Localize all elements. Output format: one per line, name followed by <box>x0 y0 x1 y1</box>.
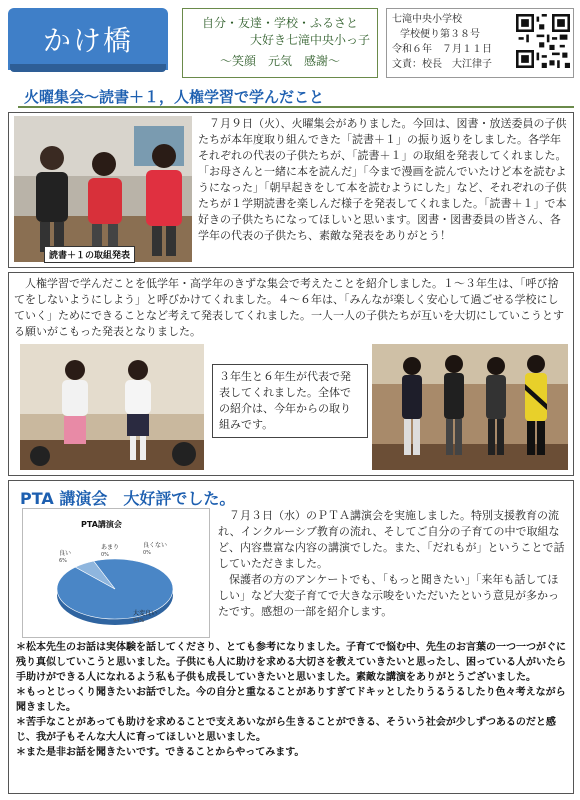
comment-item: ＊もっとじっくり聞きたいお話でした。今の自分と重なることがありすぎてドキッとしたりうるうるしたり色々考えながら聞きました。 <box>16 687 566 713</box>
motto-line-3: ～笑顔 元気 感謝～ <box>219 54 340 68</box>
section-divider <box>18 106 574 108</box>
human-rights-paragraph: 人権学習で学んだことを低学年・高学年のきずな集会で考えたことを紹介しました。１～３年生は、「呼び捨てをしないようにしよう」と呼びかけてくれました。４～６年は、「みんなが楽しく安心して過ごせる学校にしていく」ためにできることなど考えて発表してくれました。一人一人の子供たちが互いを大切にしていこうとする願いがこもった発表となりました。 <box>14 277 564 338</box>
younger-grades-photo <box>20 344 204 470</box>
pie-value-label-1: 6% <box>59 558 67 564</box>
comment-item: ＊松本先生のお話は実体験を話してくださり、とても参考になりました。子育てで悩む中、先生のお言葉の一つ一つがぐに残り真似していこうと思いました。子供にも人に助けを求める大切さを教えていきたいと思ったし、困っている人がいたら手助けができる人になれるよう私も子供も成長していきたいと思いました。素敵な講演をありがとうございました。 <box>16 642 566 683</box>
issue-author: 文責：校長 大江律子 <box>392 59 492 70</box>
pie-label-2: あまり <box>101 544 120 551</box>
section-heading-pta: PTA 講演会 大好評でした。 <box>20 489 236 508</box>
older-grades-photo <box>372 344 568 470</box>
assembly-paragraph: ７月９日（火）、火曜集会がありました。今回は、図書・放送委員の子供たちが本年度取り組んできた「読書＋１」の振り返りをしました。各学年それぞれの代表の子供たちが、「読書＋１」の取組を発表してくれました。「お母さんと一緒に本を読んだ」「今まで漫画を読んでいたけど本を読むようになった」「朝早起きをして本を読むようにした」など、それぞれの子供たちが１学期読書を楽しんだ様子を発表してくれました。「読書＋１」で本好きの子供たちになってほしいと思います。図書・図書委員の皆さん、各学年の代表の子供たち、素敵な発表をありがとう！ <box>198 117 567 242</box>
pie-value-label-2: 0% <box>101 552 109 558</box>
pie-value-label-3: 0% <box>143 550 151 556</box>
pie-label-0: 大変良い <box>133 610 158 617</box>
pta-paragraph-2: 保護者の方のアンケートでも、「もっと聞きたい」「来年も話してほしい」など大変子育てで大きな示唆をいただいたという意見が多かったです。感想の一部を紹介します。 <box>218 573 559 618</box>
issue-number: 学校便り第３８号 <box>400 29 480 40</box>
issue-date: 令和６年 ７月１１日 <box>392 44 492 55</box>
chart-title: PTA講演会 <box>81 520 122 529</box>
motto-line-1: 自分・友達・学校・ふるさと <box>201 16 358 30</box>
pie-label-1: 良い <box>59 550 72 557</box>
comments-list <box>16 640 568 760</box>
reading-presentation-photo <box>14 116 192 262</box>
survey-chart <box>22 508 210 638</box>
comment-item: ＊また是非お話を聞きたいです。できることからやってみます。 <box>16 747 305 758</box>
pta-paragraph-1: ７月３日（水）のＰＴＡ講演会を実施しました。特別支援教育の流れ、インクルーシブ教育の流れ、そしてご自分の子育ての中で取組など、内容豊富な内容の講演でした。また、「だれもが」ということで話していただきました。 <box>218 509 565 570</box>
survey-pie-chart <box>23 509 211 639</box>
qr-code-icon[interactable] <box>516 14 570 68</box>
comment-item: ＊苦手なことがあっても助けを求めることで支えあいながら生きることができる、そういう社会が少しずつあるのだと感じ、我が子もそんな大人に育ってほしいと思いました。 <box>16 717 556 743</box>
section-heading-assembly: 火曜集会～読書＋１，人権学習で学んだこと <box>24 88 325 106</box>
pie-label-3: 良くない <box>143 542 168 549</box>
newsletter-title: かけ橋 <box>42 24 133 57</box>
photo-caption: 読書＋１の取組発表 <box>44 246 135 263</box>
grade-note-box: ３年生と６年生が代表で発表してくれました。全体での紹介は、今年からの取り組みです。 <box>212 364 368 438</box>
pie-value-label-0: 94% <box>133 618 145 624</box>
school-name: 七滝中央小学校 <box>392 14 462 25</box>
motto-line-2: 大好き七滝中央小っ子 <box>249 33 370 47</box>
